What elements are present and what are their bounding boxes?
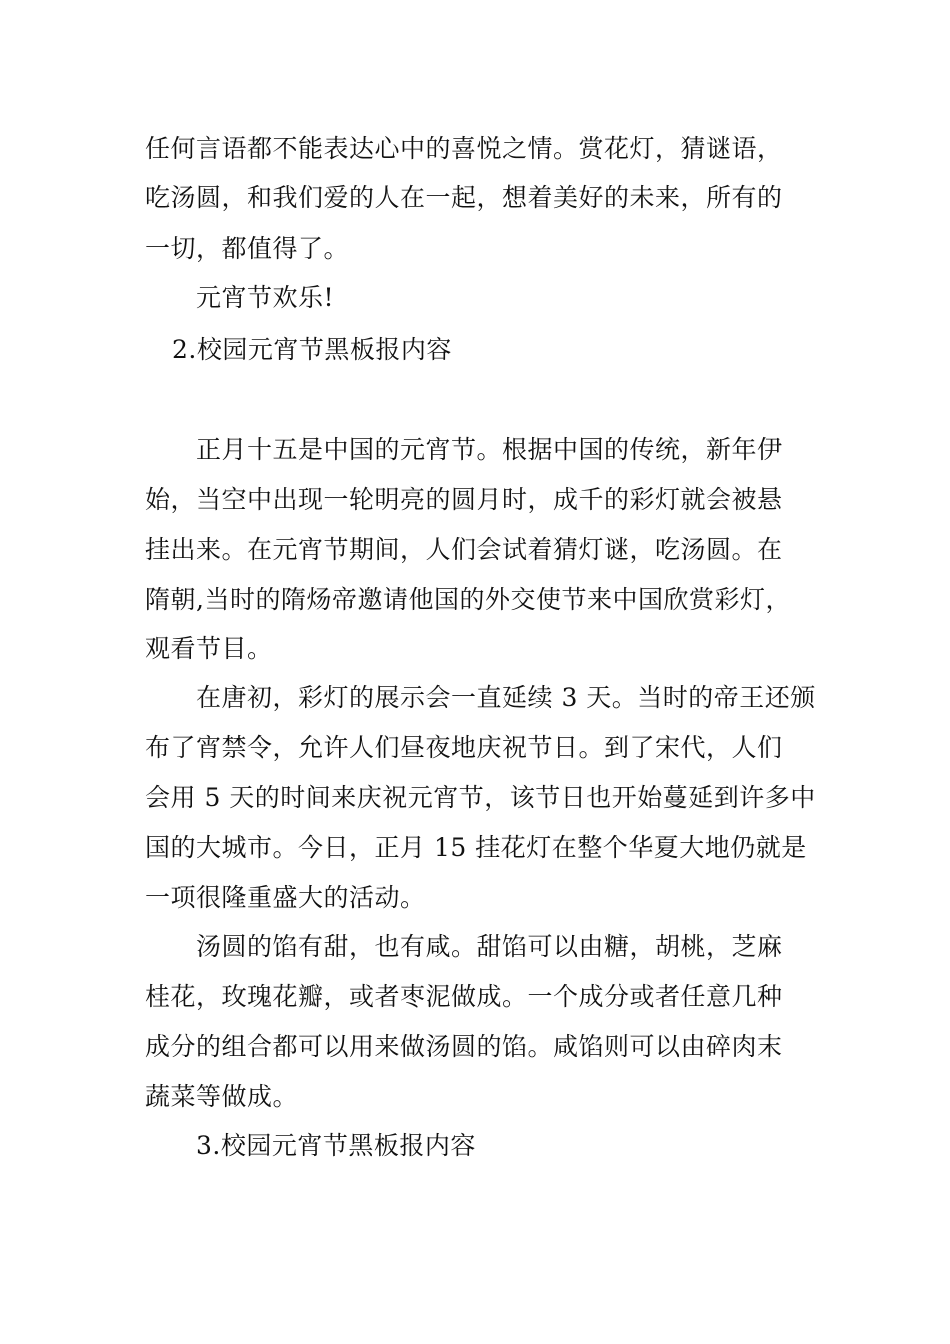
paragraph-line: 正月十五是中国的元宵节。根据中国的传统，新年伊 xyxy=(196,435,783,464)
paragraph-line: 布了宵禁令，允许人们昼夜地庆祝节日。到了宋代，人们 xyxy=(145,733,783,762)
paragraph-line: 隋朝,当时的隋炀帝邀请他国的外交使节来中国欣赏彩灯， xyxy=(145,585,791,614)
paragraph-line: 吃汤圆，和我们爱的人在一起，想着美好的未来，所有的 xyxy=(145,183,783,212)
paragraph-line: 成分的组合都可以用来做汤圆的馅。咸馅则可以由碎肉末 xyxy=(145,1032,783,1061)
paragraph-line: 桂花，玫瑰花瓣，或者枣泥做成。一个成分或者任意几种 xyxy=(145,982,783,1011)
paragraph-line: 国的大城市。今日，正月 15 挂花灯在整个华夏大地仍就是 xyxy=(145,833,807,862)
paragraph-line: 始，当空中出现一轮明亮的圆月时，成千的彩灯就会被悬 xyxy=(145,485,783,514)
paragraph-line: 任何言语都不能表达心中的喜悦之情。赏花灯，猜谜语， xyxy=(145,134,783,163)
section-heading-2: 2.校园元宵节黑板报内容 xyxy=(172,335,452,364)
closing-line: 元宵节欢乐! xyxy=(196,283,335,312)
section-heading-3: 3.校园元宵节黑板报内容 xyxy=(196,1131,476,1160)
paragraph-line: 在唐初，彩灯的展示会一直延续 3 天。当时的帝王还颁 xyxy=(196,683,816,712)
paragraph-line: 观看节目。 xyxy=(145,634,273,663)
paragraph-line: 一切，都值得了。 xyxy=(145,234,350,263)
paragraph-line: 蔬菜等做成。 xyxy=(145,1082,299,1111)
paragraph-line: 会用 5 天的时间来庆祝元宵节，该节日也开始蔓延到许多中 xyxy=(145,783,816,812)
paragraph-line: 汤圆的馅有甜，也有咸。甜馅可以由糖，胡桃，芝麻 xyxy=(196,932,783,961)
paragraph-line: 挂出来。在元宵节期间，人们会试着猜灯谜，吃汤圆。在 xyxy=(145,535,783,564)
paragraph-line: 一项很隆重盛大的活动。 xyxy=(145,883,426,912)
